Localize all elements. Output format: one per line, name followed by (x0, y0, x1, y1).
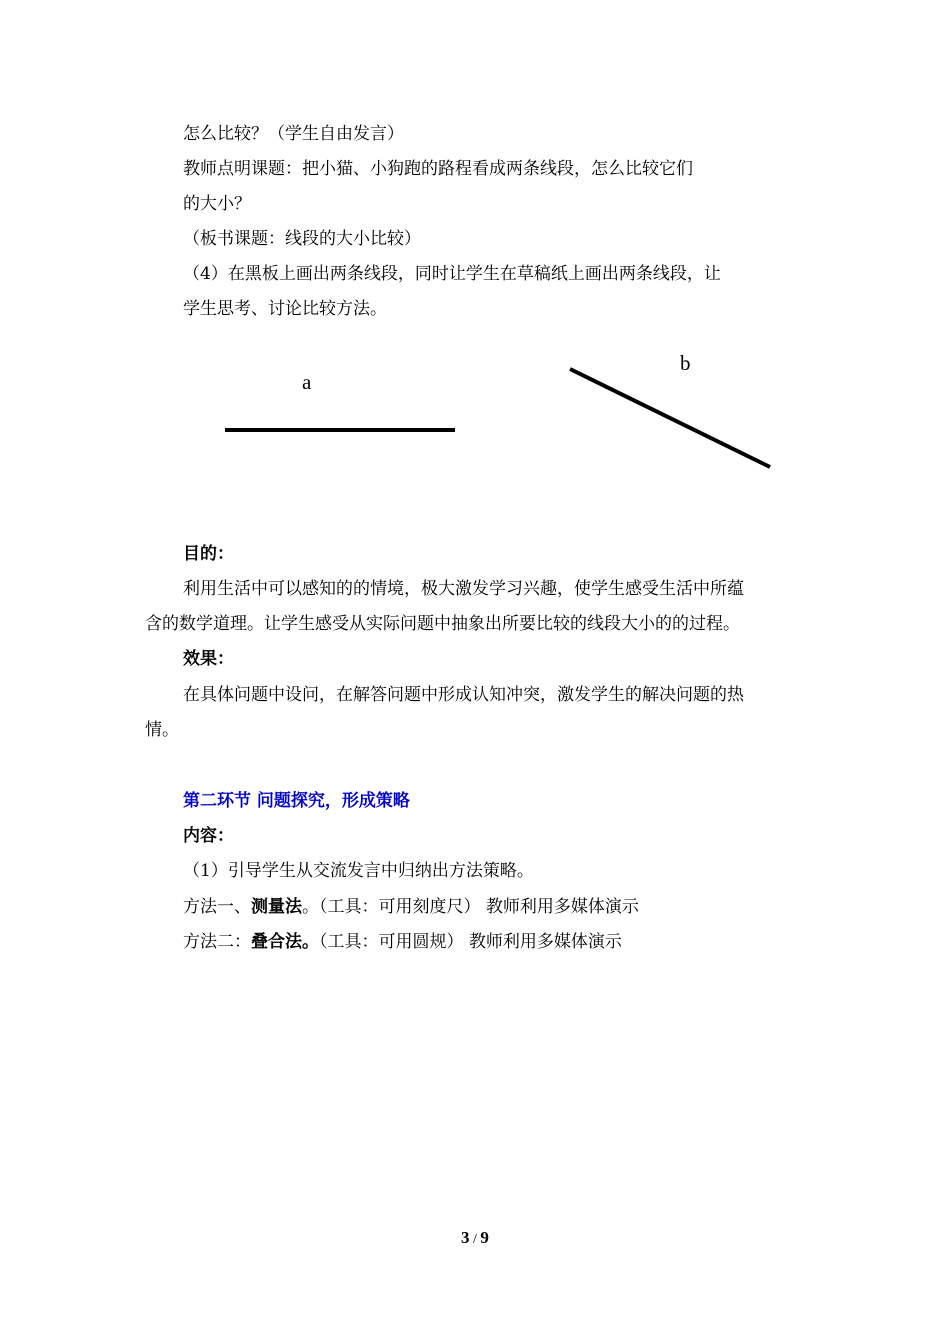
intro-line-4: （板书课题：线段的大小比较） (183, 229, 421, 249)
method-2-detail: （工具：可用圆规） 教师利用多媒体演示 (319, 932, 622, 952)
purpose-line-2: 含的数学道理。让学生感受从实际问题中抽象出所要比较的线段大小的的过程。 (145, 614, 740, 634)
page-current: 3 (461, 1228, 470, 1247)
method-1-name: 测量法 (251, 897, 302, 917)
effect-line-2: 情。 (145, 720, 179, 740)
effect-title: 效果： (183, 649, 234, 669)
intro-line-3: 的大小？ (183, 194, 251, 214)
intro-line-6: 学生思考、讨论比较方法。 (183, 299, 387, 319)
segment-a-label: a (302, 370, 312, 394)
method-2-prefix: 方法二： (183, 932, 251, 952)
page-total: 9 (480, 1228, 489, 1247)
intro-line-2: 教师点明课题：把小猫、小狗跑的路程看成两条线段，怎么比较它们 (183, 159, 693, 179)
method-1-detail: 。（工具：可用刻度尺） 教师利用多媒体演示 (302, 897, 639, 917)
method-1-prefix: 方法一、 (183, 897, 251, 917)
segment-b-label: b (680, 351, 691, 375)
section-heading: 第二环节 问题探究，形成策略 (183, 791, 410, 811)
content-title: 内容： (183, 826, 234, 846)
method-2 (183, 930, 622, 954)
content-line-1: （1）引导学生从交流发言中归纳出方法策略。 (183, 861, 534, 881)
purpose-title: 目的： (183, 544, 234, 564)
intro-line-1: 怎么比较？（学生自由发言） (183, 124, 404, 144)
purpose-line-1: 利用生活中可以感知的的情境，极大激发学习兴趣，使学生感受生活中所蕴 (183, 579, 744, 599)
intro-line-5: （4）在黑板上画出两条线段，同时让学生在草稿纸上画出两条线段，让 (183, 264, 721, 284)
method-2-name: 叠合法。 (251, 932, 319, 952)
effect-line-1: 在具体问题中设问，在解答问题中形成认知冲突，激发学生的解决问题的热 (183, 685, 744, 705)
page-number (461, 1228, 489, 1248)
page-separator: / (469, 1232, 481, 1247)
segment-b (570, 369, 770, 467)
method-1 (183, 895, 639, 919)
